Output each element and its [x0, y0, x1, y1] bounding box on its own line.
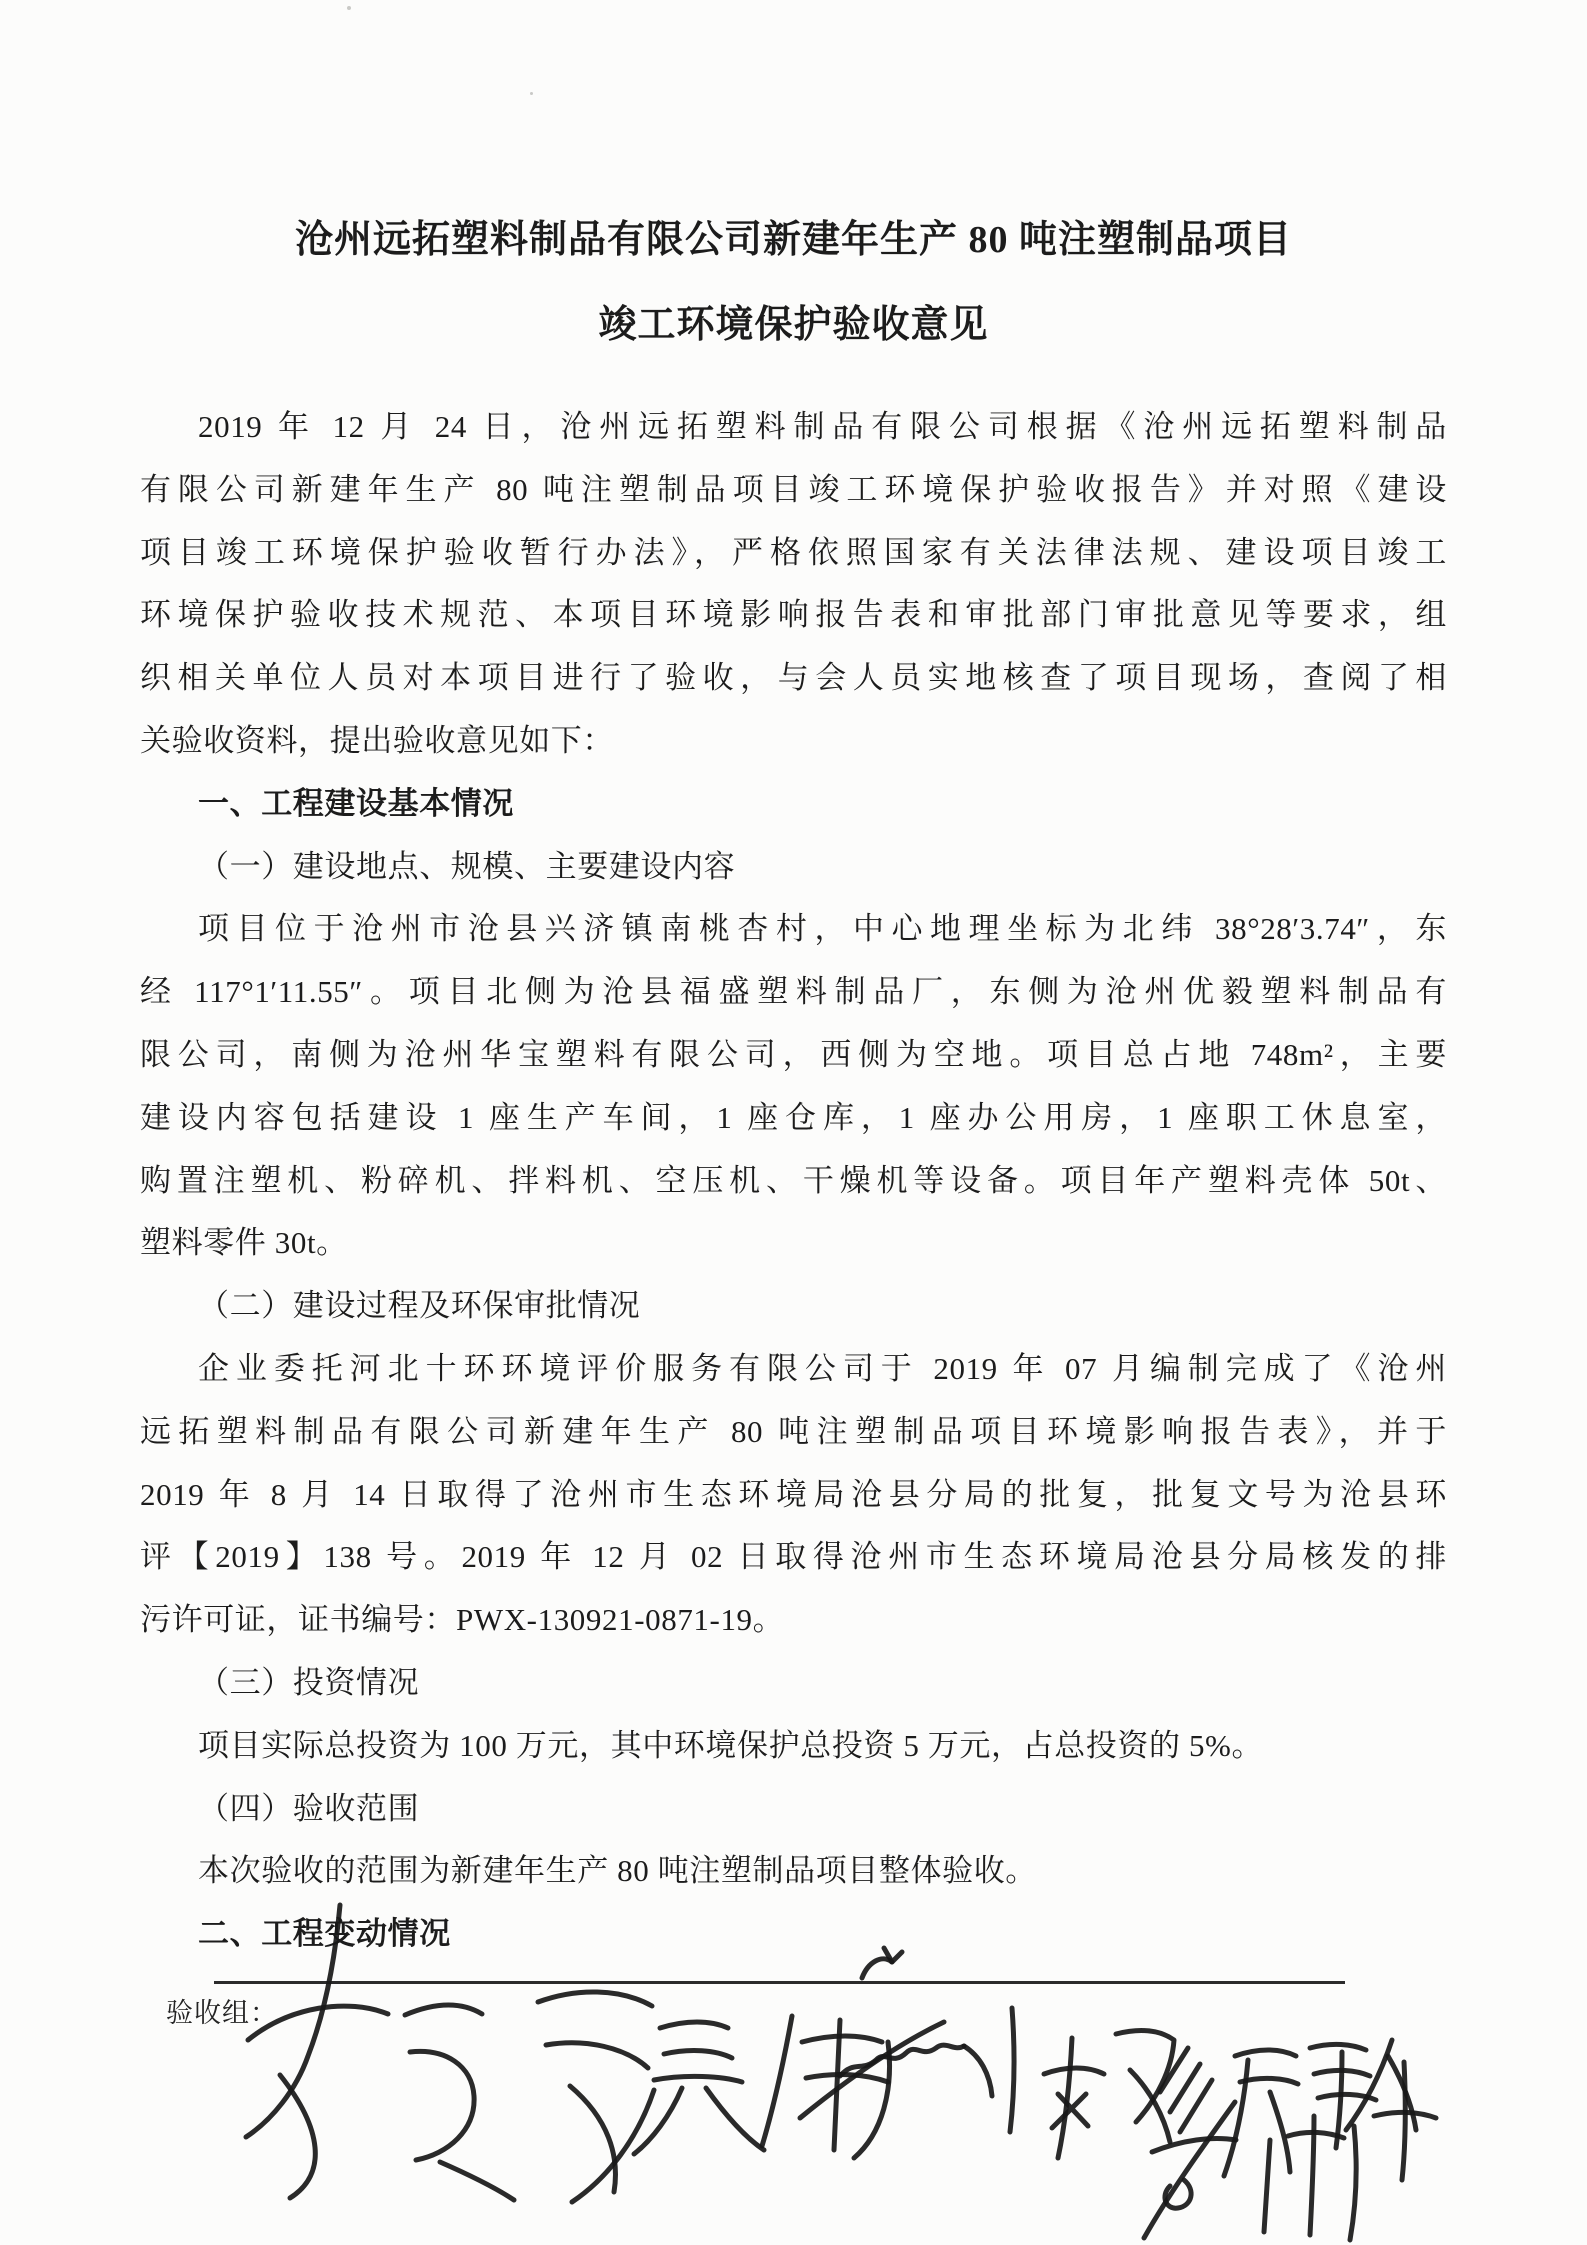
scan-speck [530, 92, 533, 95]
title-line: 竣工环境保护验收意见 [598, 304, 989, 346]
text-line: 限公司，南侧为沧州华宝塑料有限公司，西侧为空地。项目总占地 748m²，主要 [140, 1036, 1447, 1072]
text-line: 企业委托河北十环环境评价服务有限公司于 2019 年 07 月编制完成了《沧州 [198, 1350, 1447, 1386]
scan-speck [347, 6, 351, 10]
text-line: 项目实际总投资为 100 万元，其中环境保护总投资 5 万元，占总投资的 5%。 [198, 1727, 1264, 1763]
acceptance-group-label: 验收组： [166, 1998, 278, 2028]
document-body [140, 396, 1447, 1966]
text-line: 本次验收的范围为新建年生产 80 吨注塑制品项目整体验收。 [198, 1853, 1037, 1889]
handwritten-signature-2 [634, 2016, 890, 2158]
text-line: （三）投资情况 [198, 1664, 420, 1700]
text-line: 一、工程建设基本情况 [198, 785, 514, 821]
text-line: （四）验收范围 [198, 1790, 420, 1826]
text-line: 污许可证，证书编号：PWX-130921-0871-19。 [140, 1602, 785, 1638]
handwritten-signature-6 [1144, 2102, 1356, 2240]
text-line: （一）建设地点、规模、主要建设内容 [198, 848, 736, 884]
title-line: 沧州远拓塑料制品有限公司新建年生产 80 吨注塑制品项目 [294, 219, 1292, 261]
text-line: 2019 年 8 月 14 日取得了沧州市生态环境局沧县分局的批复，批复文号为沧县环 [140, 1476, 1447, 1512]
text-line: 关验收资料，提出验收意见如下： [140, 722, 614, 758]
text-line: 2019 年 12 月 24 日，沧州远拓塑料制品有限公司根据《沧州远拓塑料制品 [198, 409, 1447, 444]
document-title [140, 198, 1447, 368]
text-line: 项目竣工环境保护验收暂行办法》，严格依照国家有关法律法规、建设项目竣工 [140, 534, 1447, 570]
text-line: 经 117°1′11.55″。项目北侧为沧县福盛塑料制品厂，东侧为沧州优毅塑料制品有 [140, 974, 1447, 1010]
handwritten-signature-3 [800, 1948, 1014, 2132]
text-line: 有限公司新建年生产 80 吨注塑制品项目竣工环境保护验收报告》并对照《建设 [140, 471, 1447, 507]
text-line: 项目位于沧州市沧县兴济镇南桃杏村，中心地理坐标为北纬 38°28′3.74″，东 [198, 911, 1447, 947]
text-line: 环境保护验收技术规范、本项目环境影响报告表和审批部门审批意见等要求，组 [140, 597, 1447, 633]
text-line: 塑料零件 30t。 [140, 1225, 348, 1261]
text-line: 织相关单位人员对本项目进行了验收，与会人员实地核查了项目现场，查阅了相 [140, 660, 1447, 696]
handwritten-signature-1 [246, 1905, 654, 2202]
text-line: 远拓塑料制品有限公司新建年生产 80 吨注塑制品项目环境影响报告表》，并于 [140, 1413, 1447, 1449]
handwritten-signatures-canvas [140, 1890, 1460, 2245]
text-line: 评【2019】138 号。2019 年 12 月 02 日取得沧州市生态环境局沧县分局核发的排 [140, 1539, 1447, 1575]
handwritten-signature-5 [1224, 2040, 1436, 2180]
text-line: 建设内容包括建设 1 座生产车间，1 座仓库，1 座办公用房，1 座职工休息室， [140, 1099, 1447, 1135]
text-line: 购置注塑机、粉碎机、拌料机、空压机、干燥机等设备。项目年产塑料壳体 50t、 [140, 1162, 1447, 1198]
text-line: 二、工程变动情况 [198, 1916, 451, 1952]
text-line: （二）建设过程及环保审批情况 [198, 1288, 641, 1324]
